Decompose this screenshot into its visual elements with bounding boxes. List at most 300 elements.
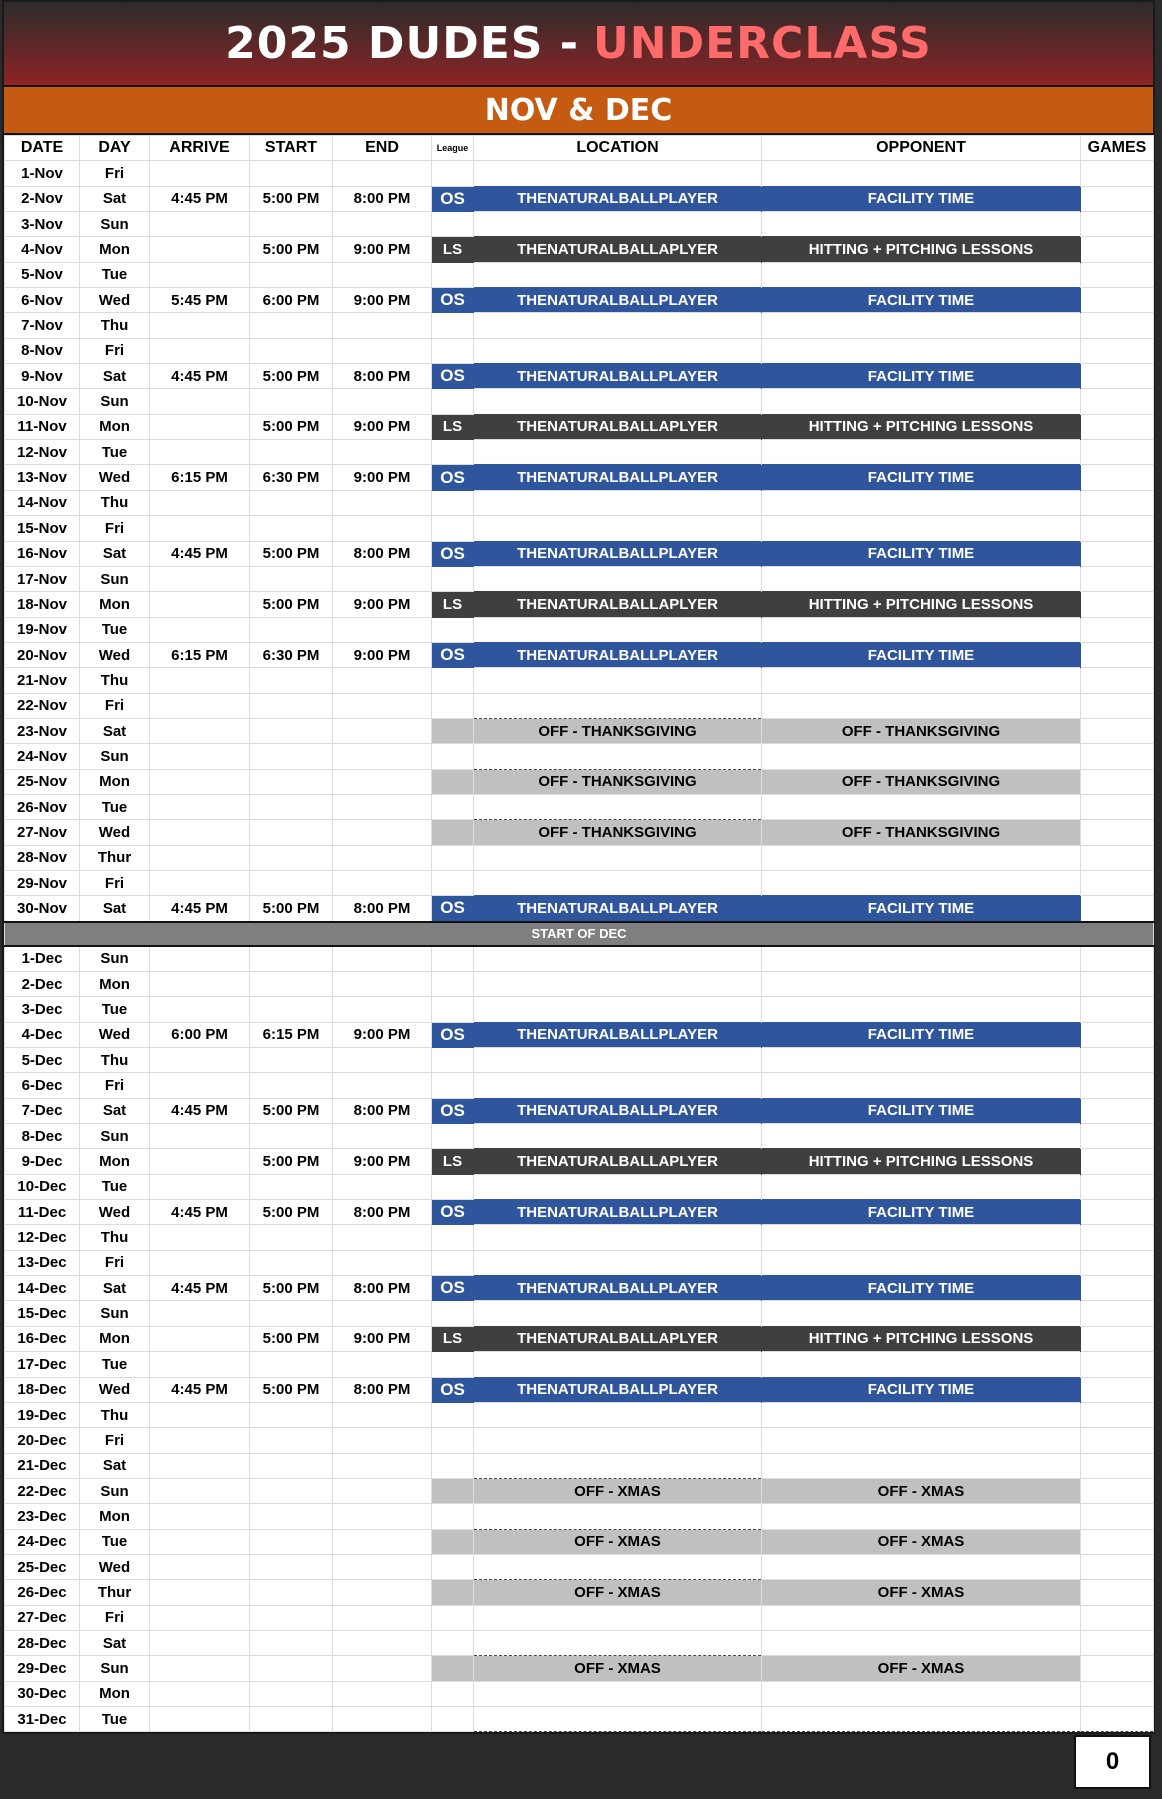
cell-arrive[interactable]: [150, 592, 250, 617]
cell-date[interactable]: 18-Nov: [5, 592, 80, 617]
table-row[interactable]: [5, 1326, 1154, 1351]
cell-league[interactable]: OS: [432, 642, 474, 667]
cell-end[interactable]: 8:00 PM: [333, 541, 432, 566]
table-row[interactable]: [5, 668, 1154, 693]
cell-end[interactable]: [333, 946, 432, 972]
cell-day[interactable]: Tue: [80, 794, 150, 819]
cell-start[interactable]: [250, 1174, 333, 1199]
cell-end[interactable]: [333, 1225, 432, 1250]
cell-end[interactable]: 8:00 PM: [333, 896, 432, 922]
cell-games[interactable]: [1081, 186, 1154, 211]
cell-league[interactable]: OS: [432, 541, 474, 566]
cell-league[interactable]: OS: [432, 1098, 474, 1123]
cell-end[interactable]: [333, 845, 432, 870]
cell-opponent[interactable]: FACILITY TIME: [762, 1377, 1081, 1402]
cell-games[interactable]: [1081, 744, 1154, 769]
cell-date[interactable]: 16-Nov: [5, 541, 80, 566]
cell-opponent[interactable]: [762, 1352, 1081, 1377]
cell-end[interactable]: 8:00 PM: [333, 186, 432, 211]
cell-end[interactable]: [333, 1174, 432, 1199]
cell-end[interactable]: [333, 972, 432, 997]
cell-date[interactable]: 30-Nov: [5, 896, 80, 922]
cell-day[interactable]: Fri: [80, 1073, 150, 1098]
cell-games[interactable]: [1081, 1529, 1154, 1554]
cell-end[interactable]: [333, 1301, 432, 1326]
cell-date[interactable]: 13-Dec: [5, 1250, 80, 1275]
cell-location[interactable]: [474, 1048, 762, 1073]
cell-opponent[interactable]: [762, 744, 1081, 769]
table-row[interactable]: [5, 820, 1154, 845]
cell-arrive[interactable]: [150, 1250, 250, 1275]
cell-games[interactable]: [1081, 1326, 1154, 1351]
table-row[interactable]: [5, 440, 1154, 465]
cell-opponent[interactable]: [762, 161, 1081, 186]
cell-opponent[interactable]: [762, 1605, 1081, 1630]
cell-league[interactable]: [432, 1301, 474, 1326]
cell-day[interactable]: Mon: [80, 769, 150, 794]
cell-location[interactable]: THENATURALBALLPLAYER: [474, 288, 762, 313]
table-row[interactable]: [5, 389, 1154, 414]
cell-start[interactable]: [250, 1504, 333, 1529]
cell-location[interactable]: [474, 516, 762, 541]
cell-day[interactable]: Sun: [80, 1478, 150, 1503]
cell-end[interactable]: [333, 1504, 432, 1529]
cell-end[interactable]: [333, 1124, 432, 1149]
cell-league[interactable]: LS: [432, 237, 474, 262]
cell-day[interactable]: Tue: [80, 1529, 150, 1554]
cell-arrive[interactable]: 6:15 PM: [150, 465, 250, 490]
cell-end[interactable]: [333, 490, 432, 515]
cell-opponent[interactable]: [762, 490, 1081, 515]
cell-arrive[interactable]: [150, 490, 250, 515]
cell-day[interactable]: Sun: [80, 744, 150, 769]
cell-day[interactable]: Mon: [80, 237, 150, 262]
cell-arrive[interactable]: [150, 414, 250, 439]
cell-start[interactable]: 5:00 PM: [250, 1377, 333, 1402]
cell-start[interactable]: [250, 744, 333, 769]
cell-arrive[interactable]: [150, 1706, 250, 1731]
cell-games[interactable]: [1081, 414, 1154, 439]
cell-league[interactable]: [432, 769, 474, 794]
cell-opponent[interactable]: FACILITY TIME: [762, 1276, 1081, 1301]
cell-start[interactable]: [250, 161, 333, 186]
cell-start[interactable]: 5:00 PM: [250, 1200, 333, 1225]
cell-arrive[interactable]: [150, 668, 250, 693]
cell-location[interactable]: [474, 1681, 762, 1706]
cell-date[interactable]: 9-Nov: [5, 364, 80, 389]
cell-league[interactable]: [432, 1681, 474, 1706]
cell-start[interactable]: [250, 1402, 333, 1427]
cell-games[interactable]: [1081, 516, 1154, 541]
cell-arrive[interactable]: [150, 845, 250, 870]
cell-date[interactable]: 4-Dec: [5, 1022, 80, 1047]
cell-location[interactable]: THENATURALBALLAPLYER: [474, 1326, 762, 1351]
cell-games[interactable]: [1081, 1048, 1154, 1073]
table-row[interactable]: [5, 1580, 1154, 1605]
cell-games[interactable]: [1081, 946, 1154, 972]
cell-opponent[interactable]: [762, 1250, 1081, 1275]
cell-date[interactable]: 13-Nov: [5, 465, 80, 490]
cell-opponent[interactable]: FACILITY TIME: [762, 642, 1081, 667]
cell-end[interactable]: [333, 313, 432, 338]
cell-opponent[interactable]: [762, 1504, 1081, 1529]
cell-games[interactable]: [1081, 1504, 1154, 1529]
cell-start[interactable]: 5:00 PM: [250, 1326, 333, 1351]
cell-date[interactable]: 19-Nov: [5, 617, 80, 642]
cell-games[interactable]: [1081, 1478, 1154, 1503]
cell-date[interactable]: 17-Nov: [5, 566, 80, 591]
cell-start[interactable]: 6:30 PM: [250, 465, 333, 490]
table-row[interactable]: [5, 946, 1154, 972]
cell-day[interactable]: Tue: [80, 1706, 150, 1731]
cell-arrive[interactable]: 6:15 PM: [150, 642, 250, 667]
cell-arrive[interactable]: [150, 1554, 250, 1579]
cell-opponent[interactable]: OFF - XMAS: [762, 1656, 1081, 1681]
cell-opponent[interactable]: [762, 1453, 1081, 1478]
cell-arrive[interactable]: [150, 1681, 250, 1706]
cell-games[interactable]: [1081, 541, 1154, 566]
cell-date[interactable]: 14-Nov: [5, 490, 80, 515]
cell-date[interactable]: 21-Nov: [5, 668, 80, 693]
table-row[interactable]: [5, 845, 1154, 870]
cell-league[interactable]: [432, 490, 474, 515]
cell-arrive[interactable]: 4:45 PM: [150, 1276, 250, 1301]
cell-end[interactable]: 9:00 PM: [333, 414, 432, 439]
cell-games[interactable]: [1081, 1124, 1154, 1149]
cell-start[interactable]: [250, 1124, 333, 1149]
cell-start[interactable]: [250, 262, 333, 287]
cell-end[interactable]: [333, 1402, 432, 1427]
cell-league[interactable]: LS: [432, 1326, 474, 1351]
cell-arrive[interactable]: [150, 769, 250, 794]
cell-end[interactable]: [333, 693, 432, 718]
cell-location[interactable]: THENATURALBALLPLAYER: [474, 1098, 762, 1123]
cell-arrive[interactable]: [150, 313, 250, 338]
cell-league[interactable]: OS: [432, 896, 474, 922]
cell-date[interactable]: 28-Dec: [5, 1630, 80, 1655]
cell-location[interactable]: [474, 617, 762, 642]
cell-end[interactable]: [333, 1656, 432, 1681]
cell-opponent[interactable]: FACILITY TIME: [762, 465, 1081, 490]
cell-league[interactable]: [432, 1073, 474, 1098]
cell-location[interactable]: [474, 794, 762, 819]
cell-games[interactable]: [1081, 997, 1154, 1022]
cell-end[interactable]: 8:00 PM: [333, 1276, 432, 1301]
cell-arrive[interactable]: [150, 161, 250, 186]
cell-games[interactable]: [1081, 288, 1154, 313]
cell-arrive[interactable]: [150, 820, 250, 845]
cell-opponent[interactable]: [762, 1630, 1081, 1655]
cell-start[interactable]: [250, 845, 333, 870]
cell-start[interactable]: 5:00 PM: [250, 1149, 333, 1174]
table-row[interactable]: [5, 997, 1154, 1022]
cell-arrive[interactable]: [150, 440, 250, 465]
cell-arrive[interactable]: [150, 1630, 250, 1655]
cell-date[interactable]: 10-Dec: [5, 1174, 80, 1199]
cell-day[interactable]: Mon: [80, 1149, 150, 1174]
cell-league[interactable]: OS: [432, 1022, 474, 1047]
cell-opponent[interactable]: FACILITY TIME: [762, 896, 1081, 922]
cell-start[interactable]: [250, 1554, 333, 1579]
cell-start[interactable]: 5:00 PM: [250, 186, 333, 211]
cell-date[interactable]: 6-Dec: [5, 1073, 80, 1098]
cell-day[interactable]: Fri: [80, 516, 150, 541]
cell-location[interactable]: OFF - XMAS: [474, 1529, 762, 1554]
cell-arrive[interactable]: [150, 1453, 250, 1478]
cell-day[interactable]: Wed: [80, 820, 150, 845]
cell-games[interactable]: [1081, 617, 1154, 642]
cell-games[interactable]: [1081, 1276, 1154, 1301]
cell-opponent[interactable]: OFF - THANKSGIVING: [762, 820, 1081, 845]
cell-arrive[interactable]: [150, 1149, 250, 1174]
cell-games[interactable]: [1081, 161, 1154, 186]
cell-date[interactable]: 1-Nov: [5, 161, 80, 186]
cell-league[interactable]: [432, 617, 474, 642]
table-row[interactable]: [5, 1200, 1154, 1225]
cell-date[interactable]: 24-Dec: [5, 1529, 80, 1554]
cell-date[interactable]: 25-Dec: [5, 1554, 80, 1579]
cell-league[interactable]: [432, 794, 474, 819]
cell-day[interactable]: Thu: [80, 668, 150, 693]
cell-location[interactable]: THENATURALBALLPLAYER: [474, 642, 762, 667]
cell-location[interactable]: THENATURALBALLPLAYER: [474, 1200, 762, 1225]
cell-arrive[interactable]: 4:45 PM: [150, 1377, 250, 1402]
cell-league[interactable]: [432, 1453, 474, 1478]
cell-day[interactable]: Sat: [80, 1630, 150, 1655]
cell-league[interactable]: [432, 516, 474, 541]
cell-opponent[interactable]: FACILITY TIME: [762, 1200, 1081, 1225]
cell-date[interactable]: 11-Dec: [5, 1200, 80, 1225]
table-row[interactable]: [5, 1630, 1154, 1655]
cell-arrive[interactable]: [150, 389, 250, 414]
cell-day[interactable]: Tue: [80, 1174, 150, 1199]
cell-location[interactable]: [474, 1402, 762, 1427]
cell-location[interactable]: THENATURALBALLAPLYER: [474, 1149, 762, 1174]
cell-arrive[interactable]: [150, 693, 250, 718]
cell-end[interactable]: [333, 1428, 432, 1453]
cell-location[interactable]: THENATURALBALLPLAYER: [474, 1377, 762, 1402]
cell-date[interactable]: 1-Dec: [5, 946, 80, 972]
cell-league[interactable]: [432, 820, 474, 845]
cell-arrive[interactable]: [150, 1504, 250, 1529]
cell-arrive[interactable]: [150, 1326, 250, 1351]
cell-day[interactable]: Tue: [80, 440, 150, 465]
cell-end[interactable]: [333, 440, 432, 465]
cell-league[interactable]: [432, 338, 474, 363]
cell-end[interactable]: [333, 744, 432, 769]
cell-opponent[interactable]: [762, 566, 1081, 591]
cell-opponent[interactable]: OFF - THANKSGIVING: [762, 718, 1081, 743]
cell-location[interactable]: THENATURALBALLPLAYER: [474, 364, 762, 389]
cell-end[interactable]: [333, 566, 432, 591]
cell-location[interactable]: [474, 1124, 762, 1149]
table-row[interactable]: [5, 414, 1154, 439]
cell-opponent[interactable]: [762, 440, 1081, 465]
cell-arrive[interactable]: [150, 338, 250, 363]
cell-date[interactable]: 2-Dec: [5, 972, 80, 997]
cell-day[interactable]: Sat: [80, 718, 150, 743]
cell-arrive[interactable]: [150, 516, 250, 541]
cell-end[interactable]: 8:00 PM: [333, 1377, 432, 1402]
cell-start[interactable]: 5:00 PM: [250, 1098, 333, 1123]
cell-end[interactable]: [333, 1580, 432, 1605]
cell-end[interactable]: [333, 1554, 432, 1579]
cell-games[interactable]: [1081, 1352, 1154, 1377]
table-row[interactable]: [5, 566, 1154, 591]
cell-date[interactable]: 23-Dec: [5, 1504, 80, 1529]
cell-end[interactable]: 9:00 PM: [333, 237, 432, 262]
table-row[interactable]: [5, 794, 1154, 819]
cell-league[interactable]: [432, 744, 474, 769]
cell-arrive[interactable]: [150, 870, 250, 895]
cell-arrive[interactable]: 4:45 PM: [150, 1200, 250, 1225]
cell-arrive[interactable]: [150, 1402, 250, 1427]
cell-games[interactable]: [1081, 820, 1154, 845]
cell-opponent[interactable]: [762, 1225, 1081, 1250]
cell-end[interactable]: [333, 1352, 432, 1377]
cell-games[interactable]: [1081, 1453, 1154, 1478]
cell-arrive[interactable]: [150, 1124, 250, 1149]
cell-location[interactable]: [474, 1605, 762, 1630]
cell-games[interactable]: [1081, 338, 1154, 363]
table-row[interactable]: [5, 896, 1154, 922]
cell-start[interactable]: [250, 769, 333, 794]
cell-games[interactable]: [1081, 1022, 1154, 1047]
cell-day[interactable]: Fri: [80, 1428, 150, 1453]
cell-location[interactable]: [474, 1428, 762, 1453]
cell-arrive[interactable]: [150, 946, 250, 972]
cell-arrive[interactable]: 6:00 PM: [150, 1022, 250, 1047]
cell-start[interactable]: 6:15 PM: [250, 1022, 333, 1047]
cell-league[interactable]: [432, 1428, 474, 1453]
cell-games[interactable]: [1081, 642, 1154, 667]
cell-games[interactable]: [1081, 1200, 1154, 1225]
cell-start[interactable]: [250, 870, 333, 895]
cell-league[interactable]: [432, 313, 474, 338]
cell-date[interactable]: 29-Dec: [5, 1656, 80, 1681]
table-row[interactable]: [5, 1706, 1154, 1731]
cell-location[interactable]: [474, 389, 762, 414]
cell-start[interactable]: [250, 1428, 333, 1453]
cell-start[interactable]: [250, 1453, 333, 1478]
cell-opponent[interactable]: [762, 693, 1081, 718]
cell-opponent[interactable]: OFF - XMAS: [762, 1478, 1081, 1503]
table-row[interactable]: [5, 718, 1154, 743]
cell-date[interactable]: 16-Dec: [5, 1326, 80, 1351]
cell-day[interactable]: Fri: [80, 161, 150, 186]
cell-league[interactable]: [432, 946, 474, 972]
cell-start[interactable]: [250, 617, 333, 642]
cell-location[interactable]: OFF - THANKSGIVING: [474, 718, 762, 743]
cell-arrive[interactable]: [150, 1301, 250, 1326]
cell-games[interactable]: [1081, 1149, 1154, 1174]
cell-end[interactable]: [333, 769, 432, 794]
cell-opponent[interactable]: [762, 845, 1081, 870]
cell-league[interactable]: [432, 1605, 474, 1630]
cell-end[interactable]: 8:00 PM: [333, 364, 432, 389]
cell-date[interactable]: 17-Dec: [5, 1352, 80, 1377]
cell-opponent[interactable]: HITTING + PITCHING LESSONS: [762, 414, 1081, 439]
cell-start[interactable]: [250, 1681, 333, 1706]
cell-location[interactable]: [474, 1174, 762, 1199]
cell-start[interactable]: [250, 1478, 333, 1503]
cell-end[interactable]: [333, 820, 432, 845]
table-row[interactable]: [5, 1174, 1154, 1199]
cell-date[interactable]: 7-Dec: [5, 1098, 80, 1123]
cell-arrive[interactable]: [150, 997, 250, 1022]
cell-opponent[interactable]: [762, 1073, 1081, 1098]
cell-location[interactable]: [474, 693, 762, 718]
cell-arrive[interactable]: [150, 1478, 250, 1503]
table-row[interactable]: [5, 592, 1154, 617]
cell-day[interactable]: Sat: [80, 364, 150, 389]
cell-arrive[interactable]: [150, 1174, 250, 1199]
table-row[interactable]: [5, 1478, 1154, 1503]
cell-opponent[interactable]: [762, 972, 1081, 997]
cell-end[interactable]: [333, 212, 432, 237]
cell-opponent[interactable]: FACILITY TIME: [762, 541, 1081, 566]
cell-games[interactable]: [1081, 1554, 1154, 1579]
cell-start[interactable]: [250, 668, 333, 693]
cell-start[interactable]: [250, 389, 333, 414]
cell-day[interactable]: Mon: [80, 1504, 150, 1529]
cell-start[interactable]: [250, 794, 333, 819]
cell-games[interactable]: [1081, 1402, 1154, 1427]
cell-start[interactable]: [250, 946, 333, 972]
cell-games[interactable]: [1081, 1681, 1154, 1706]
cell-location[interactable]: [474, 490, 762, 515]
cell-location[interactable]: THENATURALBALLPLAYER: [474, 896, 762, 922]
table-row[interactable]: [5, 1428, 1154, 1453]
cell-league[interactable]: [432, 440, 474, 465]
cell-date[interactable]: 5-Nov: [5, 262, 80, 287]
cell-games[interactable]: [1081, 1630, 1154, 1655]
cell-start[interactable]: 5:00 PM: [250, 237, 333, 262]
cell-arrive[interactable]: [150, 1605, 250, 1630]
cell-day[interactable]: Wed: [80, 1022, 150, 1047]
cell-start[interactable]: [250, 1529, 333, 1554]
table-row[interactable]: [5, 693, 1154, 718]
table-row[interactable]: [5, 1022, 1154, 1047]
cell-day[interactable]: Sat: [80, 541, 150, 566]
table-row[interactable]: [5, 1149, 1154, 1174]
cell-day[interactable]: Sun: [80, 1301, 150, 1326]
cell-opponent[interactable]: [762, 1402, 1081, 1427]
cell-league[interactable]: [432, 1504, 474, 1529]
cell-games[interactable]: [1081, 465, 1154, 490]
cell-date[interactable]: 29-Nov: [5, 870, 80, 895]
cell-league[interactable]: [432, 566, 474, 591]
cell-games[interactable]: [1081, 769, 1154, 794]
table-row[interactable]: [5, 186, 1154, 211]
table-row[interactable]: [5, 769, 1154, 794]
cell-date[interactable]: 28-Nov: [5, 845, 80, 870]
cell-day[interactable]: Mon: [80, 414, 150, 439]
cell-league[interactable]: [432, 1478, 474, 1503]
cell-date[interactable]: 11-Nov: [5, 414, 80, 439]
cell-games[interactable]: [1081, 1428, 1154, 1453]
cell-opponent[interactable]: OFF - XMAS: [762, 1529, 1081, 1554]
cell-date[interactable]: 18-Dec: [5, 1377, 80, 1402]
cell-opponent[interactable]: [762, 668, 1081, 693]
table-row[interactable]: [5, 1098, 1154, 1123]
cell-start[interactable]: 6:00 PM: [250, 288, 333, 313]
cell-date[interactable]: 22-Nov: [5, 693, 80, 718]
cell-day[interactable]: Thur: [80, 1580, 150, 1605]
cell-arrive[interactable]: [150, 237, 250, 262]
cell-league[interactable]: [432, 1529, 474, 1554]
cell-start[interactable]: 5:00 PM: [250, 414, 333, 439]
